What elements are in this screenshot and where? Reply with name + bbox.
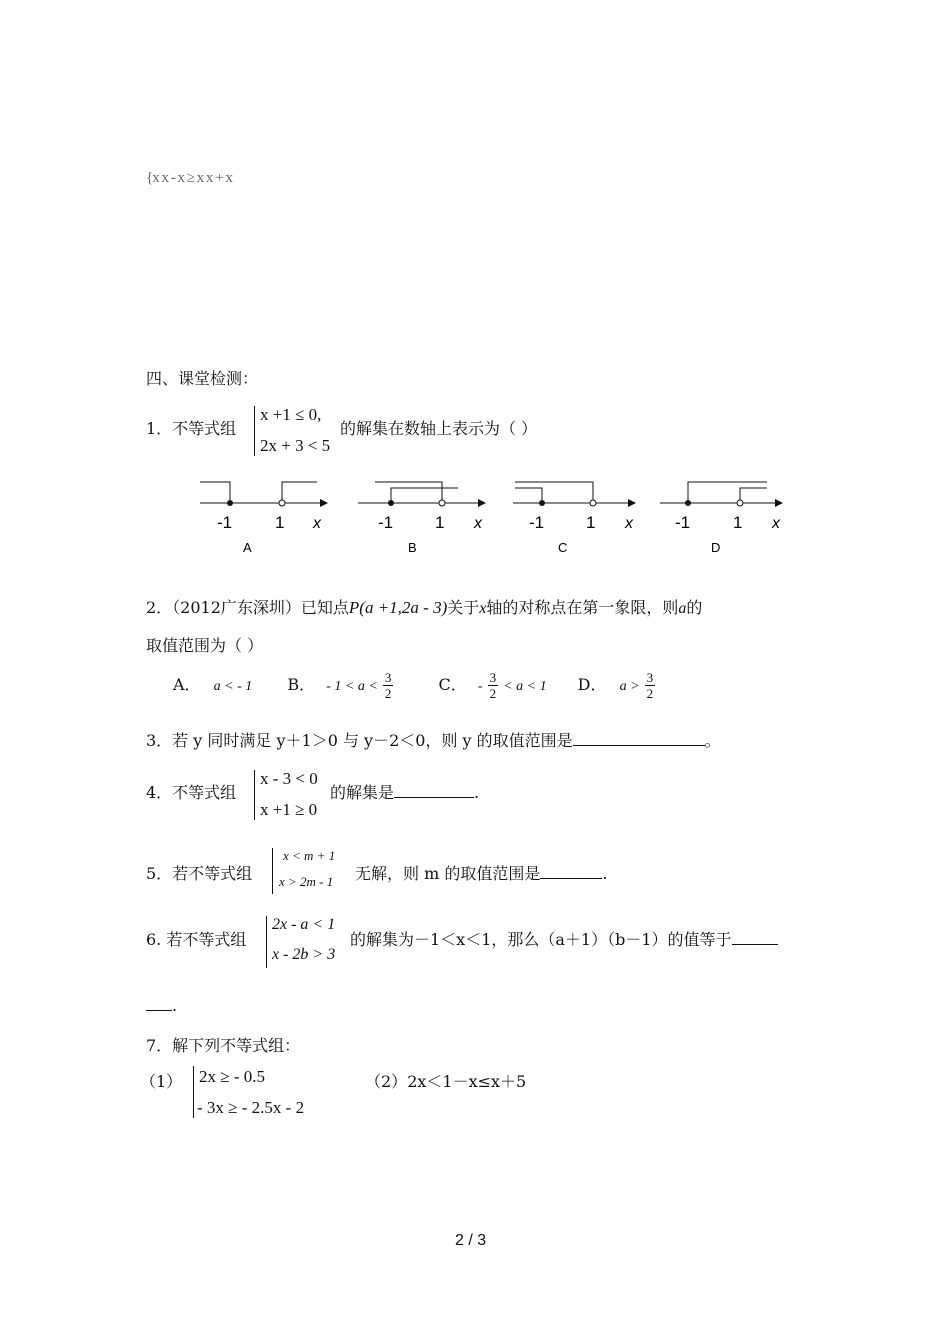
choice-label: D bbox=[711, 540, 721, 555]
q2-prefix: 2．（2012广东深圳）已知点 bbox=[146, 598, 349, 617]
q6-end: . bbox=[172, 996, 178, 1015]
axis-label: -1 bbox=[675, 513, 691, 532]
q4-prefix: 4．不等式组 bbox=[146, 783, 237, 802]
q2-option-b-fraction: $\frac{3}{2}$ bbox=[384, 670, 392, 701]
q2-option-d: a > bbox=[619, 679, 640, 694]
q2-option-c: < a < 1 bbox=[503, 679, 547, 694]
axis-label: x bbox=[474, 515, 482, 532]
q4-tail bbox=[330, 780, 479, 803]
q1-prefix: 1．不等式组 bbox=[146, 419, 237, 438]
q5-ineq-2: x > 2m - 1 bbox=[279, 874, 334, 889]
q6-answer-blank[interactable] bbox=[732, 929, 778, 945]
q2-option-c-minus: - bbox=[477, 679, 483, 694]
q2-option-d-fraction: $\frac{3}{2}$ bbox=[646, 670, 654, 701]
section-title: 四、课堂检测： bbox=[146, 369, 259, 388]
q3-end: 。 bbox=[704, 731, 721, 750]
axis-label: x bbox=[772, 515, 780, 532]
q4-ineq-1: x - 3 < 0 bbox=[260, 769, 318, 788]
q6-suffix: 的解集为－1＜x＜1，那么（a＋1）（b－1）的值等于 bbox=[350, 930, 732, 949]
q2-option-c-fraction: $\frac{3}{2}$ bbox=[489, 670, 497, 701]
axis-label: x bbox=[313, 515, 321, 532]
q1-suffix: 的解集在数轴上表示为（ ） bbox=[340, 419, 538, 438]
q2-point: P(a +1,2a - 3) bbox=[348, 598, 448, 617]
q7-part-1-ineq-1: 2x ≥ - 0.5 bbox=[199, 1067, 265, 1086]
q2-var-a: a bbox=[678, 600, 687, 617]
q6-ineq-1: 2x - a < 1 bbox=[272, 916, 336, 933]
number-line-d bbox=[660, 482, 783, 555]
question-3 bbox=[146, 728, 721, 751]
q1-brace bbox=[254, 406, 255, 456]
number-line-b bbox=[358, 482, 486, 555]
q3-text: 3．若 y 同时满足 y＋1＞0 与 y－2＜0，则 y 的取值范围是 bbox=[146, 731, 573, 750]
q6-brace bbox=[266, 916, 267, 968]
number-line-a bbox=[200, 482, 328, 555]
q3-answer-blank[interactable] bbox=[573, 730, 705, 746]
q6-continuation bbox=[146, 995, 177, 1015]
q6-ineq-2: x - 2b > 3 bbox=[272, 946, 336, 963]
q5-answer-blank[interactable] bbox=[540, 863, 602, 879]
q2-suffix: 的 bbox=[686, 598, 703, 617]
q5-ineq-1: x < m + 1 bbox=[283, 848, 336, 863]
q2-option-c-label: C． bbox=[438, 675, 467, 694]
q1-ineq-2: 2x + 3 < 5 bbox=[260, 436, 331, 455]
choice-label: A bbox=[243, 540, 252, 555]
q7-part-1-ineq-2: - 3x ≥ - 2.5x - 2 bbox=[197, 1098, 305, 1117]
garbled-fragment: {x x - x ≥ x x + x bbox=[146, 170, 232, 186]
q4-end: . bbox=[474, 783, 480, 802]
q6-prefix: 6. 若不等式组 bbox=[146, 930, 247, 949]
q6-answer-blank-cont[interactable] bbox=[146, 995, 172, 1011]
q2-mid: 关于 bbox=[447, 598, 480, 617]
axis-label: -1 bbox=[378, 513, 394, 532]
q2-option-a: a < - 1 bbox=[213, 679, 253, 694]
page-number: 2 / 3 bbox=[455, 1232, 487, 1249]
q2-line-1 bbox=[146, 595, 702, 618]
q7-part-2-label: （2） bbox=[365, 1072, 408, 1091]
q5-suffix: 无解，则 m 的取值范围是 bbox=[355, 864, 541, 883]
q2-axis-var: x bbox=[479, 600, 487, 617]
q7-part-2-ineq: 2x＜1－x≤x＋5 bbox=[407, 1072, 527, 1091]
q6-tail bbox=[350, 927, 778, 950]
q2-option-b: - 1 < a < bbox=[326, 679, 378, 694]
choice-label: C bbox=[558, 540, 568, 555]
axis-label: -1 bbox=[529, 513, 545, 532]
q5-brace bbox=[272, 848, 273, 894]
q7-title: 7．解下列不等式组： bbox=[146, 1036, 301, 1055]
q4-answer-blank[interactable] bbox=[394, 782, 474, 798]
q2-mid2: 轴的对称点在第一象限，则 bbox=[486, 598, 679, 617]
q5-prefix: 5．若不等式组 bbox=[146, 864, 253, 883]
q2-option-d-label: D． bbox=[577, 675, 607, 694]
q1-number-lines bbox=[195, 470, 795, 570]
choice-label: B bbox=[408, 540, 417, 555]
q2-option-a-label: A． bbox=[173, 675, 201, 694]
q2-option-b-label: B． bbox=[287, 675, 316, 694]
number-line-c bbox=[513, 482, 636, 555]
q7-part-1-label: （1） bbox=[140, 1072, 183, 1091]
axis-label: 1 bbox=[275, 513, 285, 532]
axis-label: 1 bbox=[586, 513, 596, 532]
q7-part-2 bbox=[365, 1069, 526, 1092]
q1-ineq-1: x +1 ≤ 0, bbox=[260, 405, 322, 424]
q4-suffix: 的解集是 bbox=[330, 783, 395, 802]
axis-label: 1 bbox=[435, 513, 445, 532]
q4-brace bbox=[254, 770, 255, 820]
axis-label: -1 bbox=[217, 513, 233, 532]
q2-options bbox=[173, 670, 655, 712]
q5-tail bbox=[355, 861, 607, 884]
q4-ineq-2: x +1 ≥ 0 bbox=[260, 800, 318, 819]
q7-part-1-brace bbox=[193, 1066, 194, 1118]
axis-label: x bbox=[625, 515, 633, 532]
axis-label: 1 bbox=[733, 513, 743, 532]
q5-end: . bbox=[602, 864, 608, 883]
q2-line-2: 取值范围为（ ） bbox=[146, 636, 264, 655]
